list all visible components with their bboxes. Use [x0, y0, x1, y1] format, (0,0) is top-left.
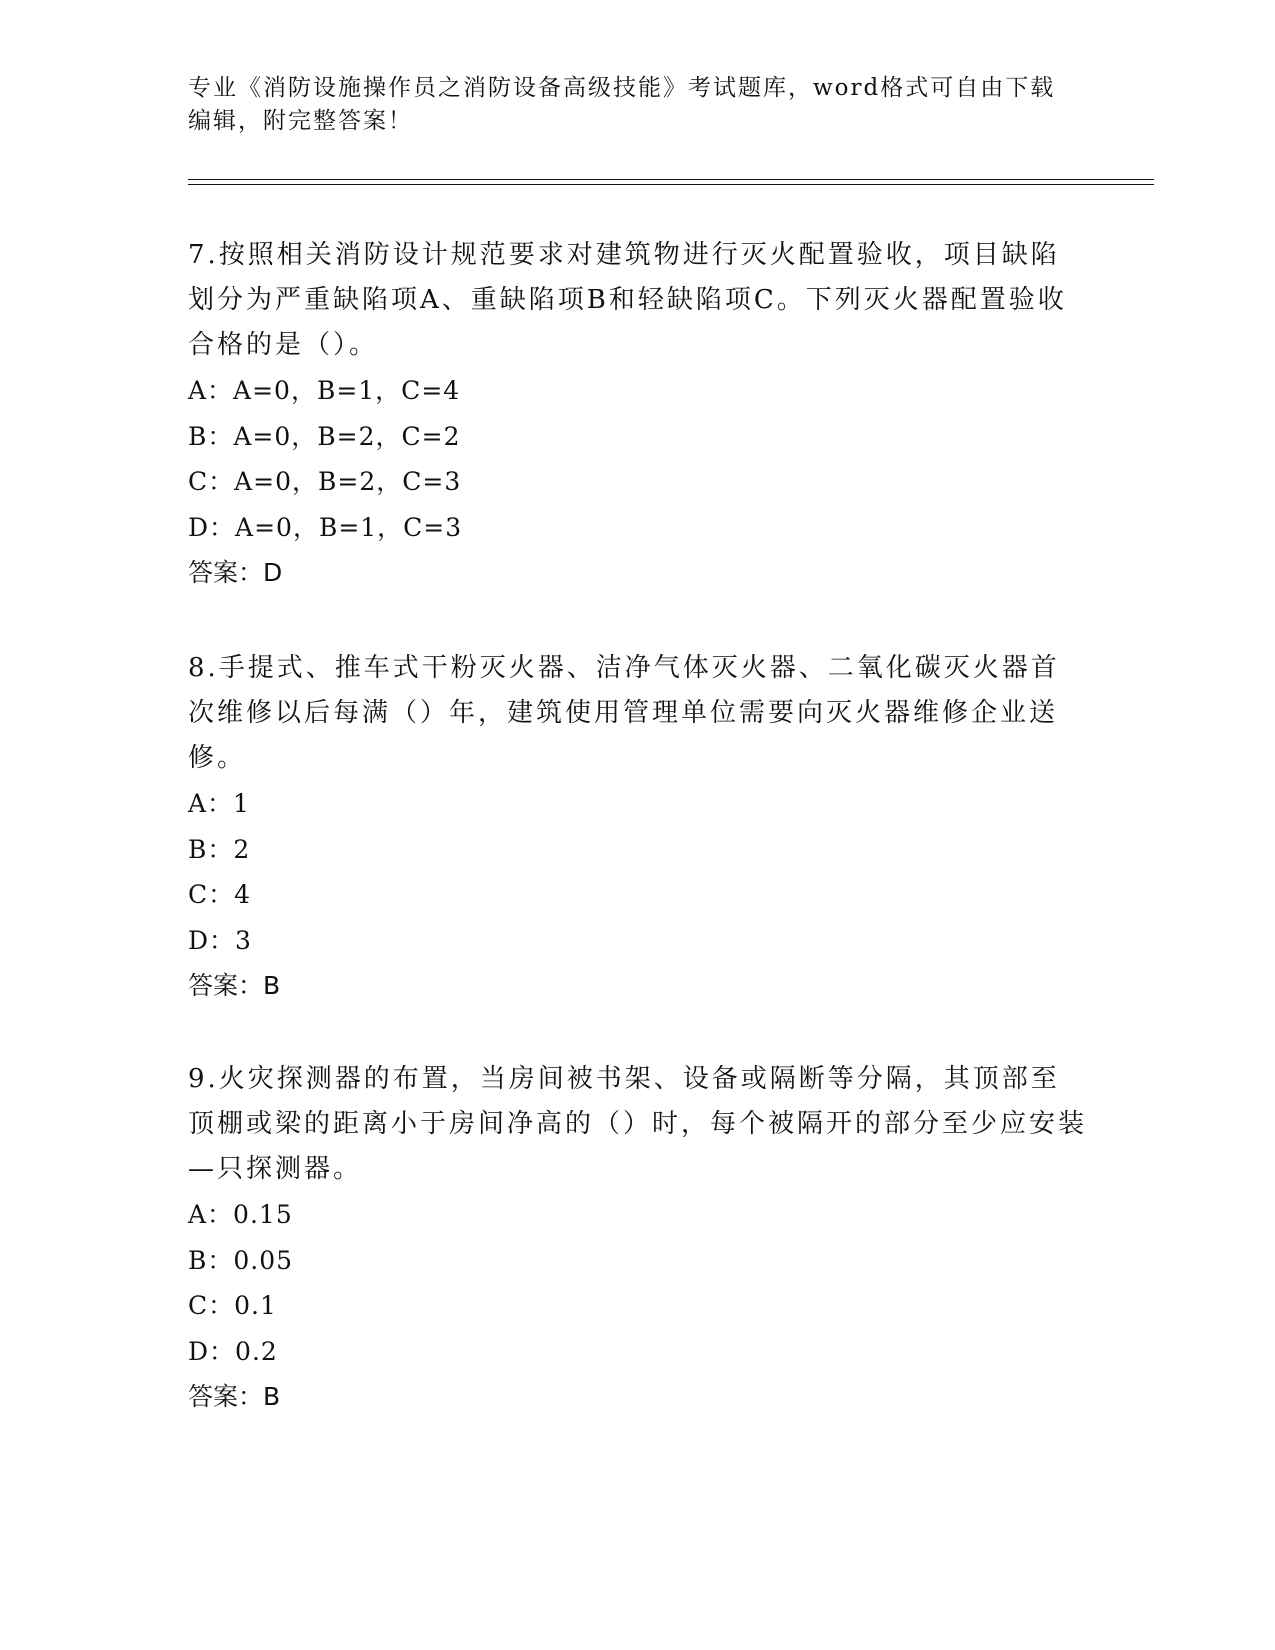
question-9 [188, 1057, 1088, 1419]
option-b: B：A=0，B=2，C=2 [188, 421, 461, 451]
option-b: B：2 [188, 834, 251, 864]
document-header [188, 72, 1068, 138]
question-text: 7.按照相关消防设计规范要求对建筑物进行灭火配置验收，项目缺陷划分为严重缺陷项A、重缺陷项B和轻缺陷项C。下列灭火器配置验收合格的是（）。 [188, 240, 1067, 360]
option-d: D：0.2 [188, 1336, 278, 1366]
option-c: C：0.1 [188, 1291, 277, 1320]
header-divider-bottom [188, 184, 1154, 185]
header-intro-text: 专业《消防设施操作员之消防设备高级技能》考试题库，word格式可自由下载编辑，附完整答案！ [188, 75, 1056, 134]
answer-label: 答案：D [188, 558, 283, 587]
question-text: 9.火灾探测器的布置，当房间被书架、设备或隔断等分隔，其顶部至顶棚或梁的距离小于房间净高的（）时，每个被隔开的部分至少应安装—只探测器。 [188, 1064, 1088, 1184]
answer-label: 答案：B [188, 1382, 281, 1411]
answer-label: 答案：B [188, 971, 281, 1000]
question-7 [188, 233, 1088, 595]
option-a: A：1 [188, 789, 250, 818]
option-a: A：A=0，B=1，C=4 [188, 376, 461, 405]
option-d: D：3 [188, 925, 252, 955]
option-b: B：0.05 [188, 1245, 294, 1275]
question-text: 8.手提式、推车式干粉灭火器、洁净气体灭火器、二氧化碳灭火器首次维修以后每满（）年，建筑使用管理单位需要向灭火器维修企业送修。 [188, 653, 1060, 773]
option-c: C：4 [188, 880, 252, 909]
option-c: C：A=0，B=2，C=3 [188, 467, 462, 496]
header-divider-top [188, 179, 1154, 180]
question-8 [188, 646, 1088, 1008]
option-a: A：0.15 [188, 1200, 293, 1229]
option-d: D：A=0，B=1，C=3 [188, 512, 463, 542]
